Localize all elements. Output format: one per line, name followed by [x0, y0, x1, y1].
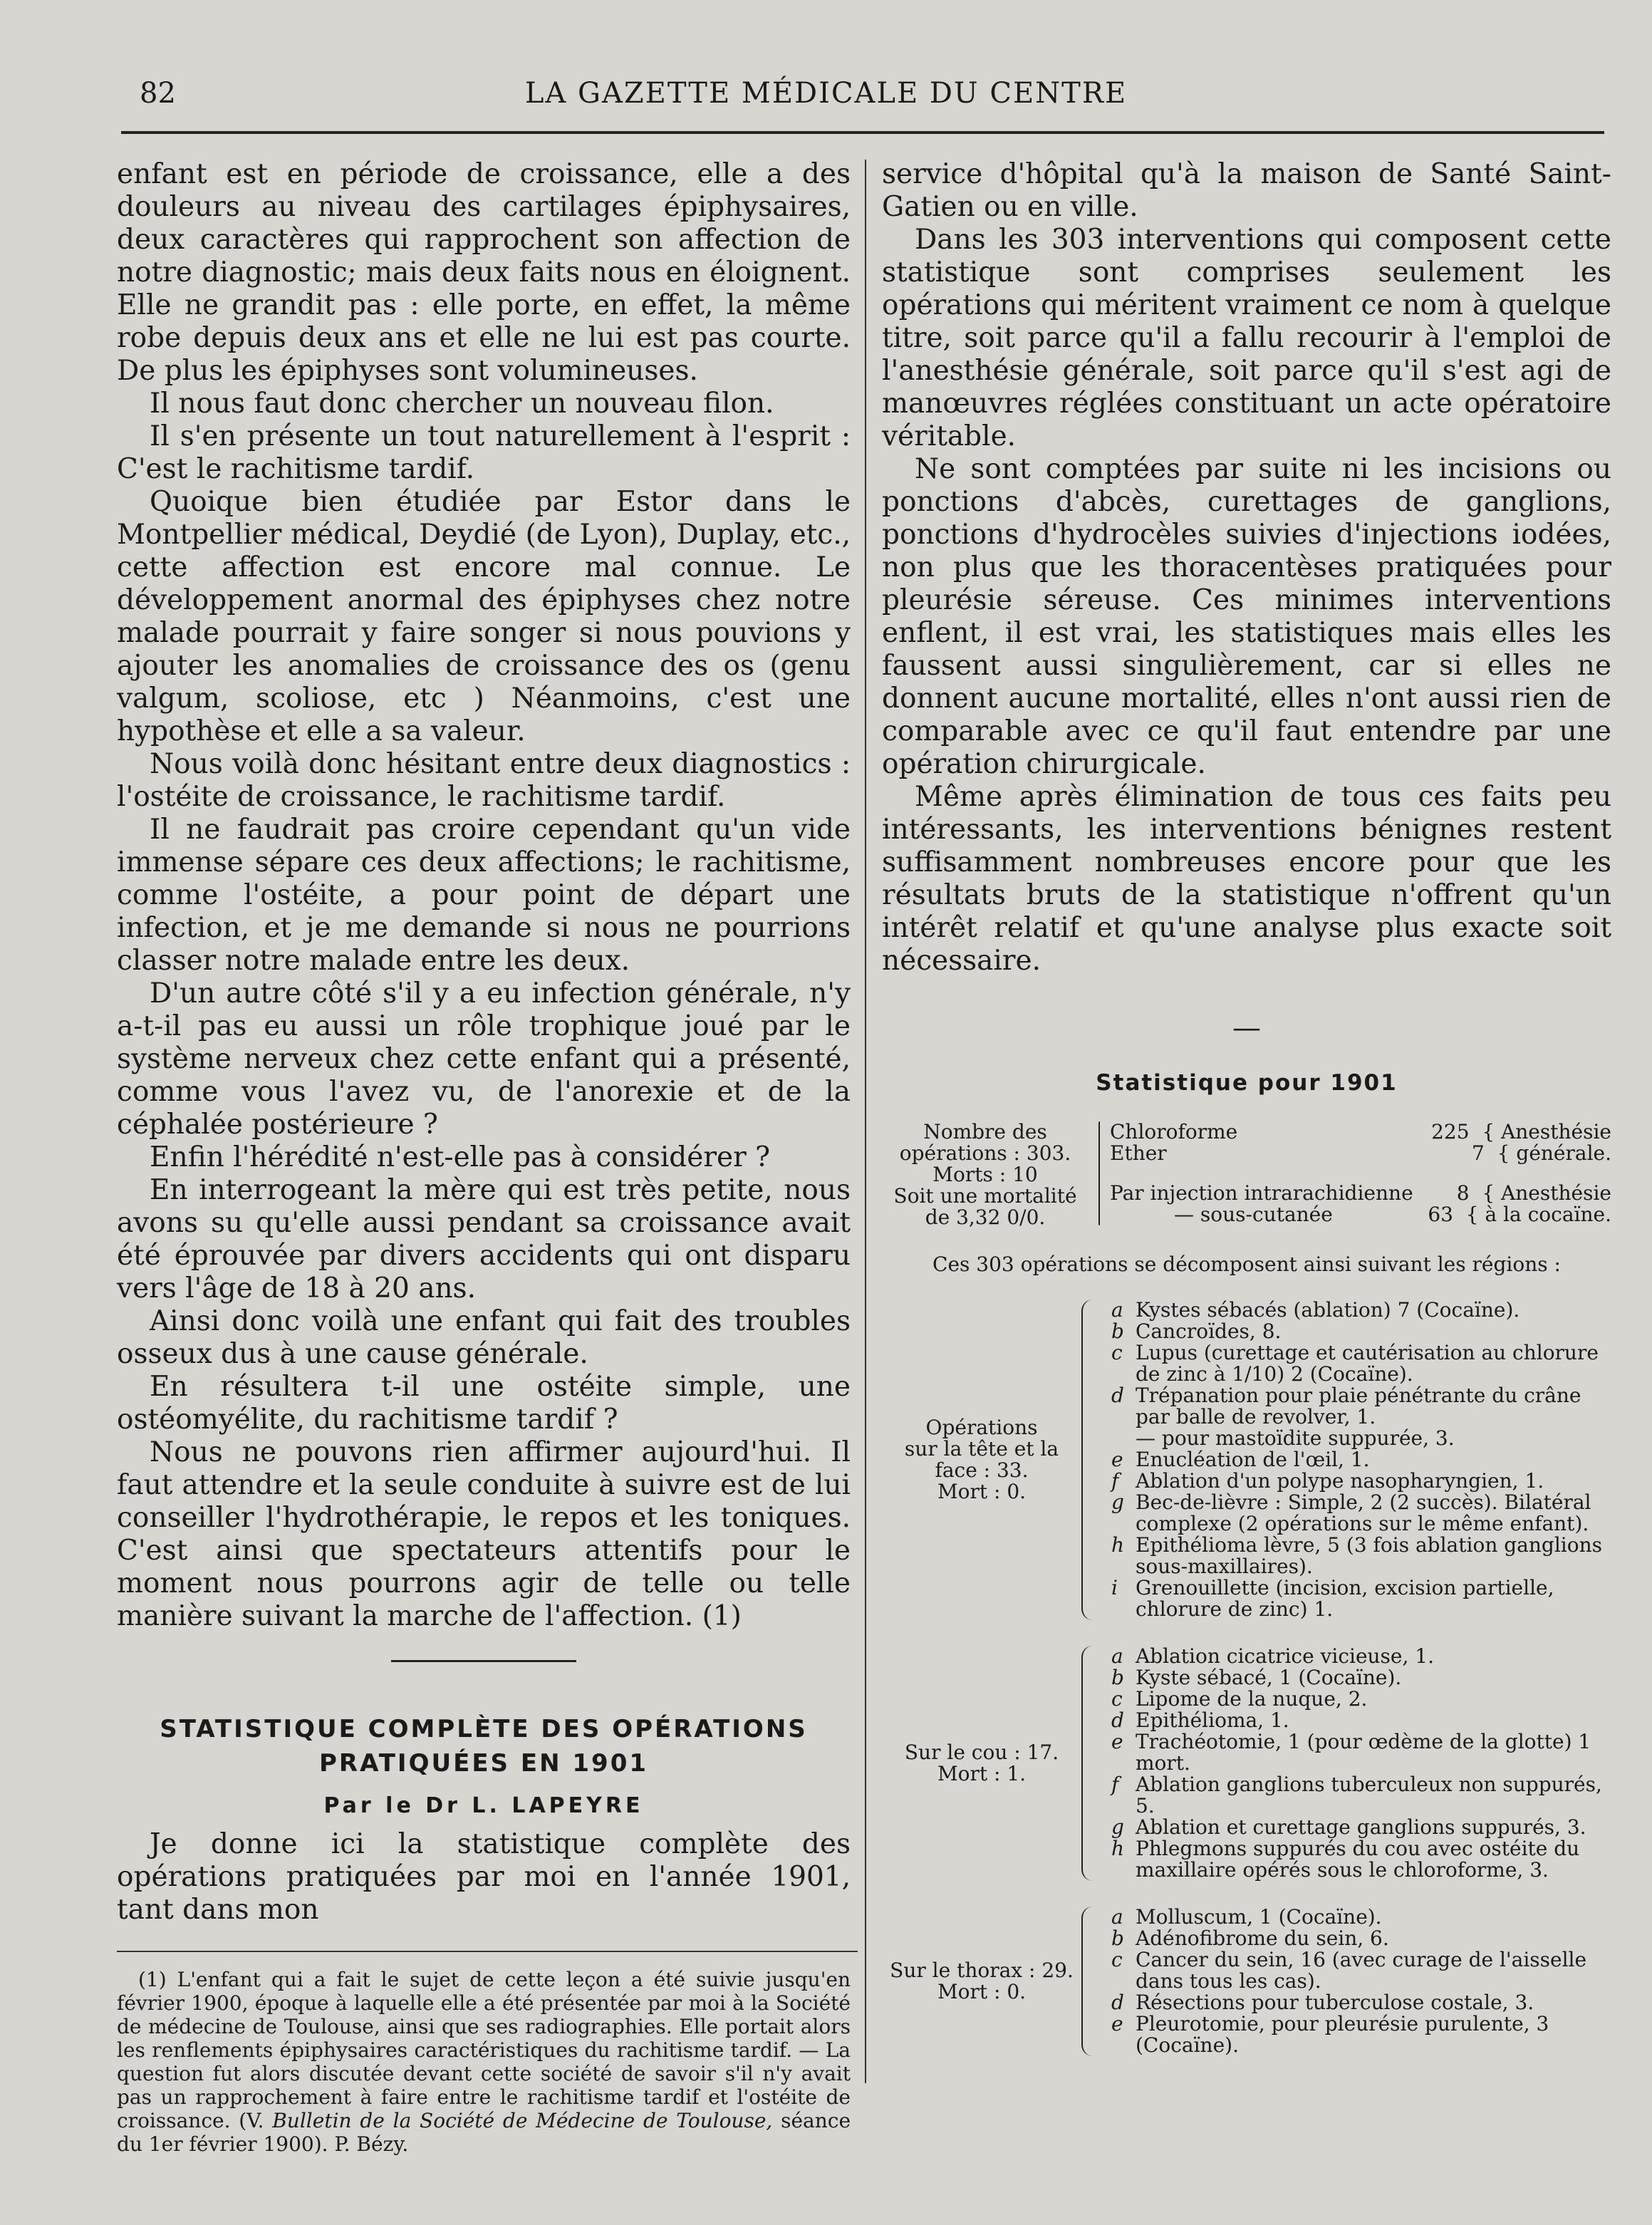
- column-divider: [865, 160, 866, 2083]
- item-letter: d: [1111, 1384, 1124, 1407]
- group-brace: [1081, 1907, 1101, 2056]
- operation-item: [1111, 1492, 1611, 1535]
- operation-item: [1111, 1646, 1611, 1667]
- paragraph: En interrogeant la mère qui est très petite, nous avons su qu'elle aussi pendant sa croissance avait été éprouvée par divers accidents qui ont disparu vers l'âge de 18 à 20 ans.: [117, 1174, 851, 1305]
- footnote: [117, 1968, 851, 2156]
- item-letter: c: [1111, 1948, 1123, 1971]
- paragraph: Ne sont comptées par suite ni les incisions ou ponctions d'abcès, curettages de ganglions, ponctions d'hydrocèles suivies d'injections iodées, non plus que les thoracentèses pratiquées pour pleurésie séreuse. Ces minimes interventions enflent, il est vrai, les statistiques mais elles les faussent aussi singulièrement, car si elles ne donnent aucune mortalité, elles n'ont aussi rien de comparable avec ce qu'il faut entendre par une opération chirurgicale.: [882, 453, 1611, 780]
- operation-item: [1111, 1300, 1611, 1321]
- operation-item: [1111, 1907, 1611, 1928]
- item-letter: a: [1111, 1905, 1123, 1929]
- operation-item: [1111, 1949, 1611, 1992]
- paragraph: Dans les 303 interventions qui composent cette statistique sont comprises seulement les opérations qui méritent vraiment ce nom à quelque titre, soit parce qu'il a fallu recourir à l'emploi de l'anesthésie générale, soit parce qu'il s'est agi de manœuvres réglées constituant un acte opératoire véritable.: [882, 224, 1611, 452]
- item-letter: e: [1111, 1448, 1123, 1471]
- left-column: [117, 158, 851, 2156]
- paragraph: En résultera t-il une ostéite simple, une ostéomyélite, du rachitisme tardif ?: [117, 1371, 851, 1436]
- group-label: [882, 1742, 1081, 1785]
- item-letter: g: [1111, 1490, 1124, 1514]
- paragraph: Ainsi donc voilà une enfant qui fait des troubles osseux dus à une cause générale.: [117, 1305, 851, 1370]
- header-rule: [121, 131, 1604, 134]
- article-byline: Par le Dr L. LAPEYRE: [323, 1793, 644, 1818]
- operation-item: [1111, 1774, 1611, 1817]
- page-number: 82: [140, 77, 176, 110]
- article-intro: Je donne ici la statistique complète des opérations pratiquées par moi en l'année 1901, tant dans mon: [117, 1828, 851, 1926]
- paragraph: enfant est en période de croissance, elle a des douleurs au niveau des cartilages épiphysaires, deux caractères qui rapprochent son affection de notre diagnostic; mais deux faits nous en éloignent. Elle ne grandit pas : elle porte, en effet, la même robe depuis deux ans et elle ne lui est pas courte. De plus les épiphyses sont volumineuses.: [117, 158, 851, 387]
- summary-anesthesia: Chloroforme 225 { Anesthésie Ether 7 { générale. Par injection intrarachidienne 8 { Anesthésie — sous-cutanée 63 { à la cocaïne.: [1110, 1120, 1611, 1226]
- paragraph: service d'hôpital qu'à la maison de Santé Saint-Gatien ou en ville.: [882, 158, 1611, 223]
- summary-totals: Nombre des opérations : 303. Morts : 10 Soit une mortalité de 3,32 0/0.: [893, 1120, 1077, 1229]
- statistics-title: Statistique pour 1901: [1096, 1070, 1398, 1096]
- statistics-summary: [882, 1121, 1611, 1228]
- article-title-line-1: STATISTIQUE COMPLÈTE DES OPÉRATIONS: [160, 1715, 808, 1743]
- item-letter: a: [1111, 1644, 1123, 1668]
- footnote-source: Bulletin de la Société de Médecine de Toulouse,: [272, 2109, 773, 2132]
- group-label: [882, 1960, 1081, 2003]
- paragraph: Même après élimination de tous ces faits peu intéressants, les interventions bénignes restent suffisamment nombreuses encore pour que les résultats bruts de la statistique n'offrent qu'un intérêt relatif et qu'une analyse plus exacte soit nécessaire.: [882, 781, 1611, 977]
- item-text: Epithélioma lèvre, 5 (3 fois ablation ganglions sous-maxillaires).: [1136, 1533, 1602, 1578]
- operation-item: [1111, 1817, 1611, 1838]
- operation-item: [1111, 1928, 1611, 1949]
- article-title-line-2: PRATIQUÉES EN 1901: [318, 1749, 649, 1778]
- group-label-line: Mort : 0.: [937, 1980, 1027, 2003]
- operation-item: [1111, 1535, 1611, 1577]
- item-letter: c: [1111, 1341, 1123, 1364]
- page-header: [0, 77, 1652, 120]
- item-text: Enucléation de l'œil, 1.: [1136, 1448, 1370, 1471]
- item-text: Pleurotomie, pour pleurésie purulente, 3 (Cocaïne).: [1136, 2012, 1549, 2057]
- operation-item: [1111, 1385, 1611, 1428]
- item-text: Cancroïdes, 8.: [1136, 1319, 1282, 1343]
- item-text: Epithélioma, 1.: [1136, 1708, 1289, 1732]
- item-text: Phlegmons suppurés du cou avec ostéite du maxillaire opérés sous le chloroforme, 3.: [1136, 1837, 1580, 1882]
- separator-dash: —: [1232, 1012, 1261, 1044]
- item-text: Ablation cicatrice vicieuse, 1.: [1136, 1644, 1435, 1668]
- item-letter: h: [1111, 1837, 1125, 1860]
- operation-item: [1111, 1471, 1611, 1492]
- group-label-line: face : 33.: [935, 1458, 1029, 1482]
- operation-item: [1111, 1992, 1611, 2013]
- group-label-line: Opérations: [925, 1416, 1038, 1439]
- item-text: Bec-de-lièvre : Simple, 2 (2 succès). Bilatéral complexe (2 opérations sur le même enfant).: [1136, 1490, 1591, 1535]
- item-letter: b: [1111, 1926, 1124, 1950]
- paragraph: D'un autre côté s'il y a eu infection générale, n'y a-t-il pas eu aussi un rôle trophique joué par le système nerveux chez cette enfant qui a présenté, comme vous l'avez vu, de l'anorexie et de la céphalée postérieure ?: [117, 977, 851, 1141]
- item-letter: d: [1111, 1991, 1124, 2014]
- operation-item: [1111, 1428, 1611, 1449]
- group-label-line: Mort : 0.: [937, 1480, 1027, 1503]
- paragraph: Nous ne pouvons rien affirmer aujourd'hui. Il faut attendre et la seule conduite à suivre est de lui conseiller l'hydrothérapie, le repos et les toniques. C'est ainsi que spectateurs attentifs pour le moment nous pourrons agir de telle ou telle manière suivant la marche de l'affection. (1): [117, 1436, 851, 1632]
- regions-intro: Ces 303 opérations se décomposent ainsi suivant les régions :: [933, 1252, 1561, 1276]
- item-text: Trachéotomie, 1 (pour œdème de la glotte) 1 mort.: [1136, 1730, 1591, 1775]
- footnote-rule: [117, 1951, 858, 1952]
- item-letter: i: [1111, 1576, 1118, 1599]
- operation-item: [1111, 1449, 1611, 1471]
- item-text: — pour mastoïdite suppurée, 3.: [1136, 1426, 1455, 1450]
- item-letter: a: [1111, 1298, 1123, 1322]
- operation-groups: [882, 1300, 1611, 2056]
- item-text: Lupus (curettage et cautérisation au chlorure de zinc à 1/10) 2 (Cocaïne).: [1136, 1341, 1599, 1386]
- item-letter: e: [1111, 2012, 1123, 2035]
- item-text: Ablation d'un polype nasopharyngien, 1.: [1136, 1469, 1544, 1493]
- group-label-line: sur la tête et la: [904, 1437, 1059, 1461]
- operation-item: [1111, 1689, 1611, 1710]
- right-body: [882, 158, 1611, 977]
- operation-item: [1111, 2013, 1611, 2056]
- item-letter: g: [1111, 1815, 1124, 1839]
- item-text: Résections pour tuberculose costale, 3.: [1136, 1991, 1534, 2014]
- item-text: Ablation et curettage ganglions suppurés, 3.: [1136, 1815, 1586, 1839]
- section-rule: [391, 1660, 576, 1662]
- right-column: [882, 158, 1611, 2082]
- item-text: Cancer du sein, 16 (avec curage de l'aisselle dans tous les cas).: [1136, 1948, 1587, 1993]
- paragraph: Nous voilà donc hésitant entre deux diagnostics : l'ostéite de croissance, le rachitisme tardif.: [117, 748, 851, 813]
- item-letter: b: [1111, 1319, 1124, 1343]
- operation-item: [1111, 1577, 1611, 1620]
- item-text: Kyste sébacé, 1 (Cocaïne).: [1136, 1666, 1402, 1689]
- item-text: Trépanation pour plaie pénétrante du crâne par balle de revolver, 1.: [1136, 1384, 1581, 1428]
- operation-item: [1111, 1731, 1611, 1774]
- operation-group: [882, 1646, 1611, 1881]
- operation-group: [882, 1907, 1611, 2056]
- operation-item: [1111, 1710, 1611, 1731]
- item-text: Ablation ganglions tuberculeux non suppurés, 5.: [1136, 1773, 1602, 1817]
- item-letter: c: [1111, 1687, 1123, 1711]
- item-text: Molluscum, 1 (Cocaïne).: [1136, 1905, 1382, 1929]
- paragraph: Il ne faudrait pas croire cependant qu'un vide immense sépare ces deux affections; le rachitisme, comme l'ostéite, a pour point de départ une infection, et je me demande si nous ne pourrions classer notre malade entre les deux.: [117, 814, 851, 977]
- item-text: Grenouillette (incision, excision partielle, chlorure de zinc) 1.: [1136, 1576, 1554, 1621]
- group-items: [1111, 1907, 1611, 2056]
- footnote-tail: séance du 1er février 1900). P. Bézy.: [117, 2109, 851, 2156]
- journal-title: LA GAZETTE MÉDICALE DU CENTRE: [524, 77, 1128, 110]
- group-label: [882, 1417, 1081, 1503]
- item-letter: d: [1111, 1708, 1124, 1732]
- group-brace: [1081, 1646, 1101, 1881]
- item-letter: h: [1111, 1533, 1125, 1557]
- operation-item: [1111, 1667, 1611, 1689]
- paragraph: Enfin l'hérédité n'est-elle pas à considérer ?: [150, 1141, 771, 1173]
- operation-item: [1111, 1321, 1611, 1342]
- item-text: Kystes sébacés (ablation) 7 (Cocaïne).: [1136, 1298, 1520, 1322]
- operation-item: [1111, 1838, 1611, 1881]
- item-letter: e: [1111, 1730, 1123, 1753]
- group-brace: [1081, 1300, 1101, 1620]
- group-label-line: Sur le cou : 17.: [904, 1741, 1059, 1764]
- operation-item: [1111, 1342, 1611, 1385]
- item-text: Adénofibrome du sein, 6.: [1136, 1926, 1389, 1950]
- item-letter: f: [1111, 1469, 1119, 1493]
- group-label-line: Sur le thorax : 29.: [890, 1959, 1074, 1982]
- group-items: [1111, 1646, 1611, 1881]
- group-items: [1111, 1300, 1611, 1620]
- paragraph: Il s'en présente un tout naturellement à l'esprit : C'est le rachitisme tardif.: [117, 420, 851, 485]
- item-text: Lipome de la nuque, 2.: [1136, 1687, 1368, 1711]
- item-letter: b: [1111, 1666, 1124, 1689]
- footnote-text: (1) L'enfant qui a fait le sujet de cette leçon a été suivie jusqu'en février 1900, époque à laquelle elle a été présentée par moi à la Société de médecine de Toulouse, ainsi que ses radiographies. Elle portait alors les renflements épiphysaires caractéristiques du rachitisme tardif. — La question fut alors discutée devant cette société de savoir s'il n'y avait pas un rapprochement à faire entre le rachitisme tardif et l'ostéite de croissance. (V.: [117, 1968, 851, 2132]
- group-label-line: Mort : 1.: [937, 1762, 1027, 1785]
- item-letter: f: [1111, 1773, 1119, 1796]
- paragraph: Il nous faut donc chercher un nouveau filon.: [150, 388, 774, 420]
- paragraph: Quoique bien étudiée par Estor dans le Montpellier médical, Deydié (de Lyon), Duplay, etc., cette affection est encore mal connue. Le développement anormal des épiphyses chez notre malade pourrait y faire songer si nous pouvions y ajouter les anomalies de croissance des os (genu valgum, scoliose, etc ) Néanmoins, c'est une hypothèse et elle a sa valeur.: [117, 486, 851, 747]
- operation-group: [882, 1300, 1611, 1620]
- left-body: [117, 158, 851, 1633]
